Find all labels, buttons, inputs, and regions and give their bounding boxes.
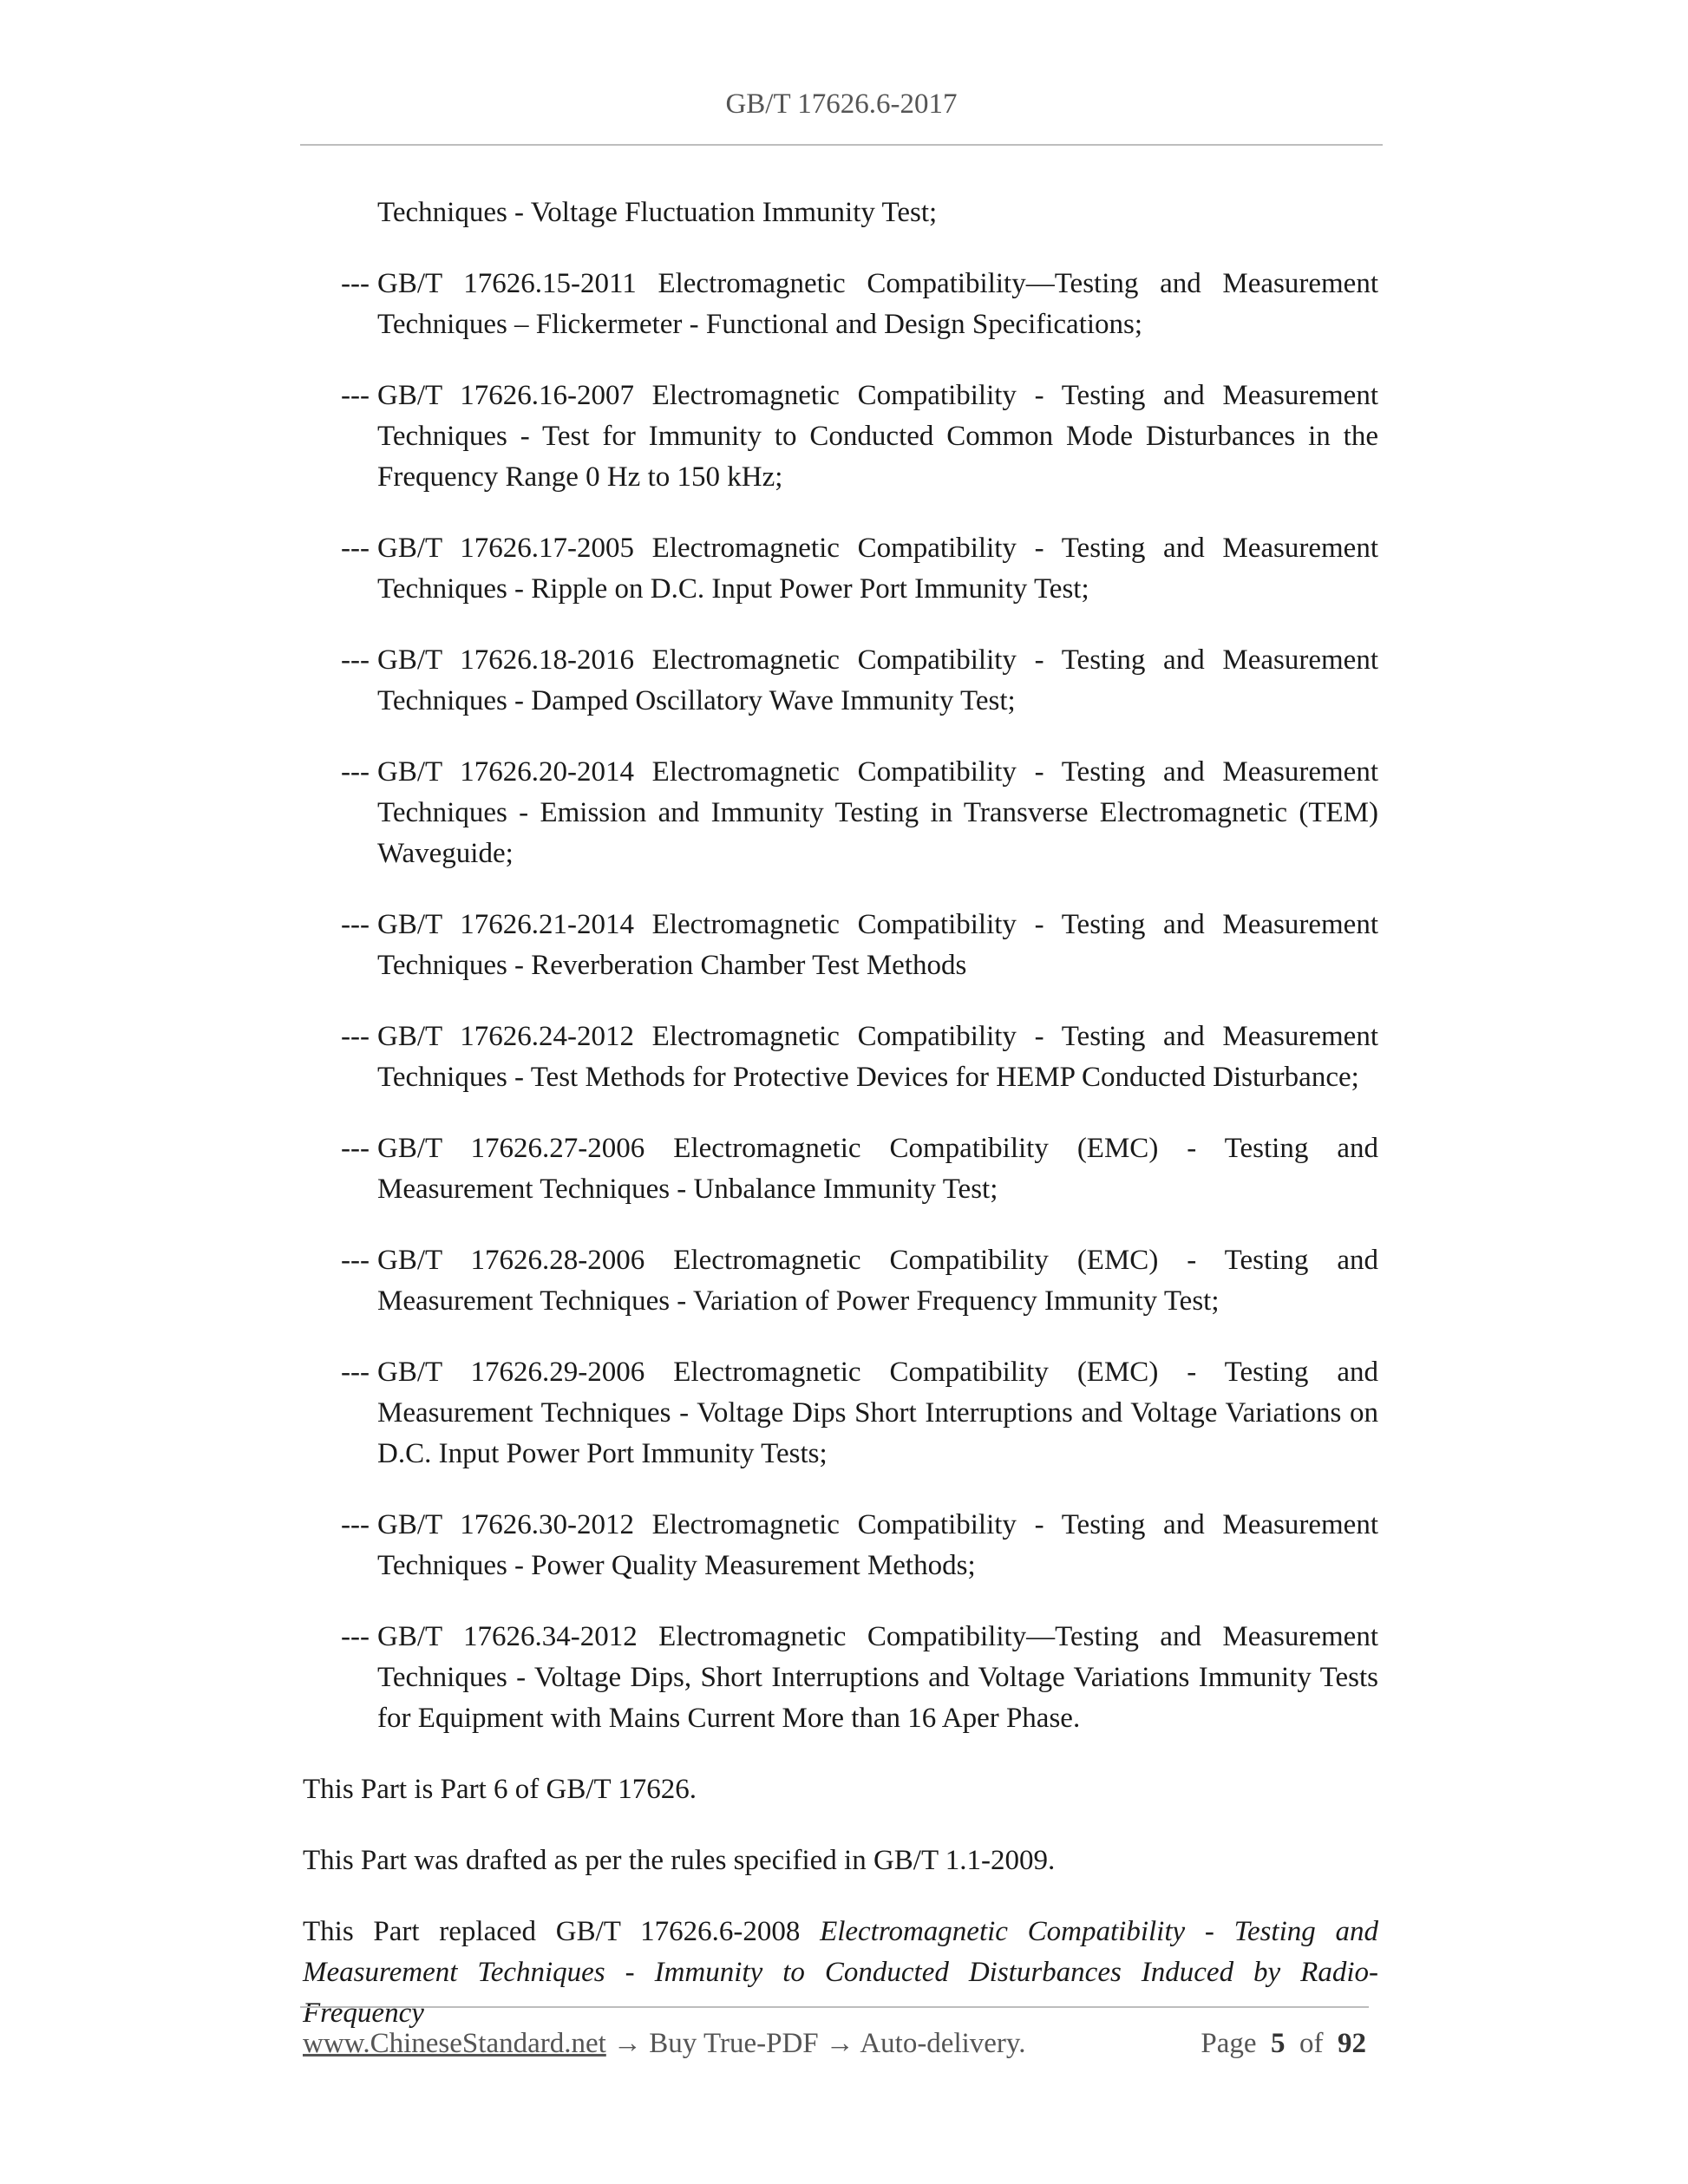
document-body — [303, 193, 1378, 2064]
total-pages: 92 — [1338, 2028, 1366, 2059]
list-item-text: GB/T 17626.20-2014 Electromagnetic Compatibility - Testing and Measurement Techniques - Emission and Immunity Testing in Transverse Electromagnetic (TEM) Waveguide; — [377, 756, 1378, 869]
list-item — [303, 264, 1378, 345]
list-item-text: GB/T 17626.28-2006 Electromagnetic Compatibility (EMC) - Testing and Measurement Techniques - Variation of Power Frequency Immunity Test; — [377, 1245, 1378, 1317]
list-item — [303, 1017, 1378, 1098]
list-item-text: GB/T 17626.15-2011 Electromagnetic Compatibility—Testing and Measurement Techniques – Flickermeter - Functional and Design Specifications; — [377, 268, 1378, 340]
auto-delivery-text: Auto-delivery. — [860, 2028, 1026, 2059]
list-item-text: GB/T 17626.29-2006 Electromagnetic Compatibility (EMC) - Testing and Measurement Techniques - Voltage Dips Short Interruptions and Voltage Variations on D.C. Input Power Port Immunity Tests; — [377, 1357, 1378, 1469]
list-item — [303, 1505, 1378, 1586]
list-item-text: GB/T 17626.21-2014 Electromagnetic Compatibility - Testing and Measurement Techniques - Reverberation Chamber Test Methods — [377, 909, 1378, 981]
continuation-line: Techniques - Voltage Fluctuation Immunity Test; — [377, 197, 938, 228]
list-item-text: GB/T 17626.27-2006 Electromagnetic Compatibility (EMC) - Testing and Measurement Techniques - Unbalance Immunity Test; — [377, 1133, 1378, 1205]
page-indicator — [1201, 2028, 1366, 2060]
list-item — [303, 376, 1378, 498]
header-divider — [300, 144, 1383, 146]
replaced-prefix: This Part replaced GB/T 17626.6-2008 — [303, 1916, 801, 1947]
list-dash: --- — [341, 1021, 370, 1052]
list-item-text: GB/T 17626.34-2012 Electromagnetic Compatibility—Testing and Measurement Techniques - Voltage Dips, Short Interruptions and Voltage Variations Immunity Tests for Equipment with Mains Current More than 16 Aper Phase. — [377, 1621, 1378, 1734]
list-item — [303, 1617, 1378, 1739]
arrow-icon: → — [613, 2028, 643, 2059]
list-item-text: GB/T 17626.18-2016 Electromagnetic Compatibility - Testing and Measurement Techniques - Damped Oscillatory Wave Immunity Test; — [377, 644, 1378, 716]
arrow-icon: → — [825, 2028, 854, 2059]
list-dash: --- — [341, 380, 370, 411]
list-dash: --- — [341, 644, 370, 676]
of-label: of — [1299, 2028, 1324, 2059]
list-dash: --- — [341, 756, 370, 788]
paragraph-drafted: This Part was drafted as per the rules specified in GB/T 1.1-2009. — [303, 1845, 1056, 1876]
reference-list — [303, 264, 1378, 1739]
page-number: 5 — [1271, 2028, 1286, 2059]
footer-divider — [300, 2006, 1369, 2008]
paragraph-part: This Part is Part 6 of GB/T 17626. — [303, 1774, 697, 1805]
page-footer — [303, 2028, 1366, 2060]
page-header-title: GB/T 17626.6-2017 — [725, 88, 958, 120]
list-item — [303, 528, 1378, 610]
list-item — [303, 1240, 1378, 1322]
list-dash: --- — [341, 1621, 370, 1652]
list-dash: --- — [341, 1133, 370, 1164]
footer-left — [303, 2028, 1026, 2060]
list-dash: --- — [341, 268, 370, 299]
list-item — [303, 1128, 1378, 1210]
list-dash: --- — [341, 909, 370, 940]
list-dash: --- — [341, 533, 370, 564]
list-item — [303, 905, 1378, 986]
list-item-text: GB/T 17626.16-2007 Electromagnetic Compatibility - Testing and Measurement Techniques - Test for Immunity to Conducted Common Mode Disturbances in the Frequency Range 0 Hz to 150 kHz; — [377, 380, 1378, 493]
list-dash: --- — [341, 1509, 370, 1540]
page-label: Page — [1201, 2028, 1257, 2059]
list-item — [303, 640, 1378, 722]
list-dash: --- — [341, 1357, 370, 1388]
buy-true-pdf-text: Buy True-PDF — [649, 2028, 819, 2059]
list-item — [303, 752, 1378, 874]
list-item — [303, 1352, 1378, 1475]
website-link[interactable]: www.ChineseStandard.net — [303, 2028, 606, 2059]
list-item-text: GB/T 17626.17-2005 Electromagnetic Compatibility - Testing and Measurement Techniques - Ripple on D.C. Input Power Port Immunity Test; — [377, 533, 1378, 605]
list-dash: --- — [341, 1245, 370, 1276]
list-item-text: GB/T 17626.24-2012 Electromagnetic Compatibility - Testing and Measurement Techniques - Test Methods for Protective Devices for HEMP Conducted Disturbance; — [377, 1021, 1378, 1093]
paragraph-replaced — [303, 1912, 1378, 2034]
list-item-text: GB/T 17626.30-2012 Electromagnetic Compatibility - Testing and Measurement Techniques - Power Quality Measurement Methods; — [377, 1509, 1378, 1581]
replaced-standard-title: Electromagnetic Compatibility - Testing and Measurement Techniques - Immunity to Conducted Disturbances Induced by Radio-Frequency — [303, 1916, 1379, 2029]
